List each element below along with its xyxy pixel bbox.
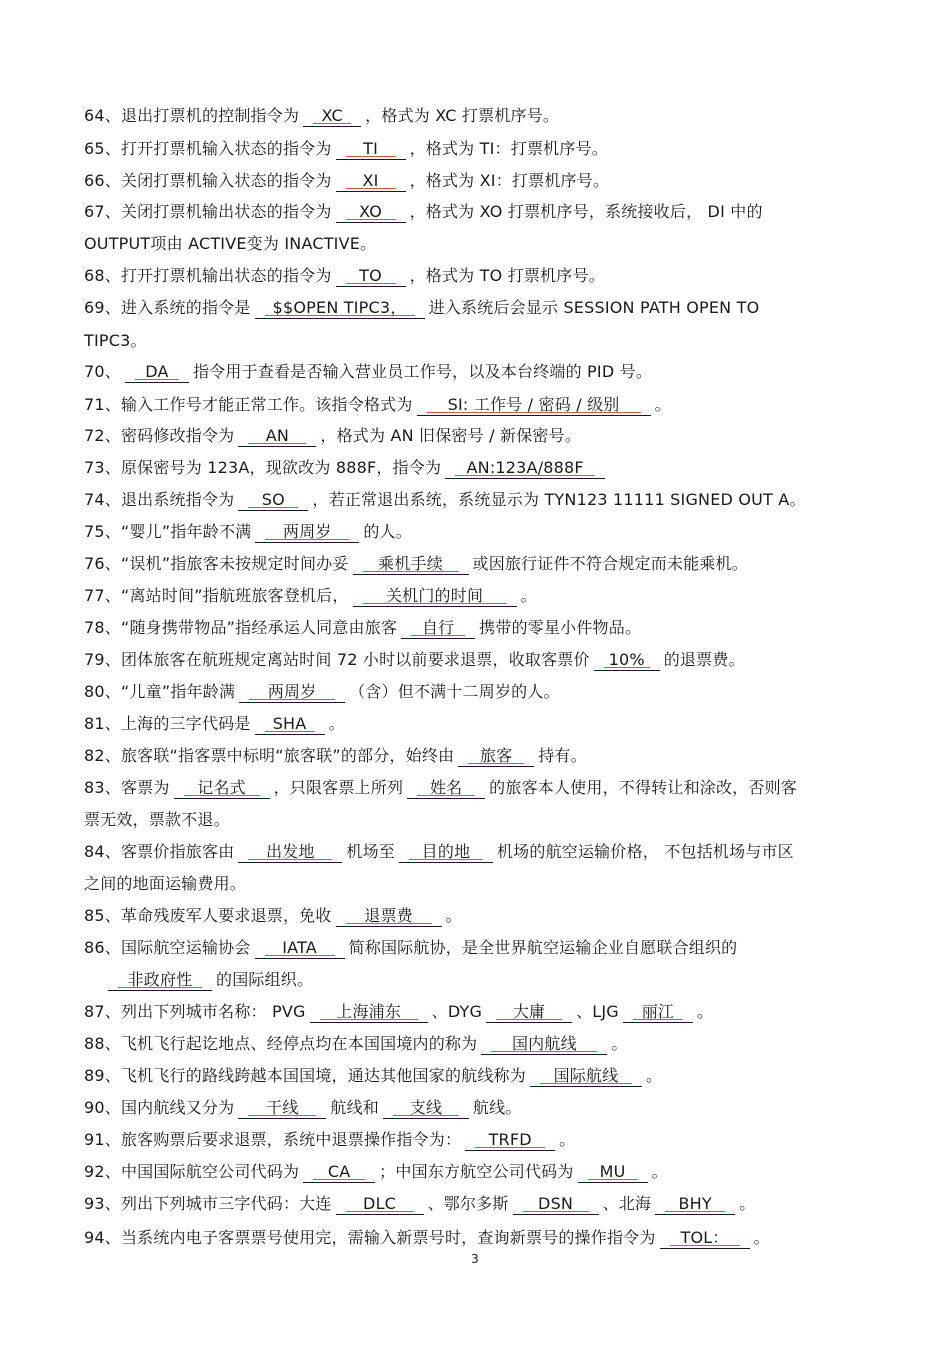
- question-text: ，只限客票上所列: [273, 778, 404, 797]
- question-line: [84, 202, 870, 223]
- answer-blank: 丽江: [623, 1002, 693, 1023]
- question-line: [84, 586, 870, 607]
- answer-blank: 干线: [238, 1098, 326, 1119]
- question-text: ，格式为 XO 打票机序号，系统接收后， DI 中的: [409, 202, 763, 221]
- question-text: 。: [611, 1034, 628, 1053]
- question-text: ；中国东方航空公司代码为: [379, 1162, 574, 1181]
- question-line: [84, 1194, 870, 1215]
- question-text: 、DYG: [431, 1002, 483, 1021]
- answer-blank: 10%: [594, 650, 660, 671]
- question-text: 86、国际航空运输协会: [84, 938, 251, 957]
- question-text: ，若正常退出系统，系统显示为 TYN123 11111 SIGNED OUT A。: [312, 490, 806, 509]
- answer-blank: DSN: [513, 1194, 599, 1215]
- question-line: [84, 171, 870, 192]
- answer-blank: SI: 工作号 / 密码 / 级别: [417, 395, 651, 416]
- question-line: [84, 1228, 870, 1249]
- question-text: 72、密码修改指令为: [84, 426, 235, 445]
- answer-blank: 自行: [401, 618, 475, 639]
- question-text: 88、飞机飞行起讫地点、经停点均在本国国境内的称为: [84, 1034, 478, 1053]
- question-text: 90、国内航线又分为: [84, 1098, 235, 1117]
- answer-blank: 旅客: [458, 746, 534, 767]
- answer-blank: 退票费: [336, 906, 442, 927]
- question-line: [84, 1098, 870, 1119]
- answer-blank: AN:123A/888F: [445, 458, 605, 479]
- question-line: [84, 874, 870, 894]
- question-line: [84, 714, 870, 735]
- question-line: [84, 362, 870, 383]
- question-text: 78、“随身携带物品”指经承运人同意由旅客: [84, 618, 398, 637]
- answer-blank: 上海浦东: [310, 1002, 428, 1023]
- question-line: [84, 682, 870, 703]
- question-text: 。: [520, 586, 537, 605]
- question-line: [84, 746, 870, 767]
- question-line: [84, 778, 870, 799]
- question-text: 68、打开打票机输出状态的指令为: [84, 266, 332, 285]
- question-text: 机场至: [346, 842, 395, 861]
- answer-blank: XC: [303, 106, 361, 127]
- question-text: 70、: [84, 362, 121, 381]
- answer-blank: CA: [303, 1162, 375, 1183]
- answer-blank: IATA: [255, 938, 345, 959]
- answer-blank: SHA: [255, 714, 325, 735]
- answer-blank: 非政府性: [108, 970, 212, 991]
- answer-blank: DLC: [336, 1194, 424, 1215]
- question-text: 83、客票为: [84, 778, 170, 797]
- question-line: [84, 938, 870, 959]
- question-line: [84, 1002, 870, 1023]
- question-line: [84, 298, 870, 319]
- answer-blank: 国内航线: [481, 1034, 607, 1055]
- question-text: 91、旅客购票后要求退票，系统中退票操作指令为：: [84, 1130, 462, 1149]
- question-text: 。: [645, 1066, 663, 1085]
- answer-blank: TO: [336, 266, 406, 287]
- question-text: 73、原保密号为 123A，现欲改为 888F，指令为: [84, 458, 442, 477]
- question-text: 票无效，票款不退。: [84, 810, 230, 829]
- question-text: 。: [328, 714, 345, 733]
- question-text: （含）但不满十二周岁的人。: [349, 682, 560, 701]
- question-text: OUTPUT项由 ACTIVE变为 INACTIVE。: [84, 234, 377, 253]
- page-number: 3: [471, 1252, 479, 1266]
- question-text: 85、革命残废军人要求退票，免收: [84, 906, 332, 925]
- question-text: 82、旅客联“指客票中标明“旅客联”的部分，始终由: [84, 746, 455, 765]
- question-text: 的人。: [363, 522, 412, 541]
- answer-blank: AN: [238, 426, 316, 447]
- question-text: 67、关闭打票机输出状态的指令为: [84, 202, 332, 221]
- answer-blank: TRFD: [465, 1130, 555, 1151]
- question-text: 之间的地面运输费用。: [84, 874, 247, 893]
- question-text: 的旅客本人使用，不得转让和涂改，否则客: [489, 778, 797, 797]
- answer-blank: BHY: [655, 1194, 735, 1215]
- question-line: [84, 554, 870, 575]
- question-line: [104, 970, 870, 991]
- question-text: 持有。: [538, 746, 587, 765]
- question-text: 航线。: [472, 1098, 522, 1117]
- answer-blank: 两周岁: [239, 682, 345, 703]
- answer-blank: DA: [125, 362, 189, 383]
- question-text: 。: [559, 1130, 576, 1149]
- question-text: ，格式为 TO 打票机序号。: [409, 266, 605, 285]
- question-line: [84, 234, 870, 254]
- question-text: 航线和: [330, 1098, 379, 1117]
- question-text: 75、“婴儿”指年龄不满: [84, 522, 252, 541]
- question-line: [84, 266, 870, 287]
- question-text: 、LJG: [576, 1002, 619, 1021]
- answer-blank: MU: [578, 1162, 648, 1183]
- answer-blank: 国际航线: [530, 1066, 642, 1087]
- question-text: ，格式为 AN 旧保密号 / 新保密号。: [320, 426, 582, 445]
- question-line: [84, 139, 870, 160]
- question-text: 或因旅行证件不符合规定而未能乘机。: [472, 554, 748, 573]
- question-text: 。: [445, 906, 462, 925]
- question-text: ，格式为 TI：打票机序号。: [409, 139, 608, 158]
- question-text: 进入系统后会显示 SESSION PATH OPEN TO: [428, 298, 760, 317]
- answer-blank: SO: [238, 490, 308, 511]
- question-text: 87、列出下列城市名称： PVG: [84, 1002, 306, 1021]
- question-line: [84, 618, 870, 639]
- question-line: [84, 106, 870, 127]
- question-text: 76、“误机”指旅客未按规定时间办妥: [84, 554, 349, 573]
- question-text: 71、输入工作号才能正常工作。该指令格式为: [84, 395, 413, 414]
- question-text: 69、进入系统的指令是: [84, 298, 251, 317]
- question-line: [84, 458, 870, 479]
- question-text: ，格式为 XC 打票机序号。: [365, 106, 560, 125]
- question-text: 。: [654, 395, 671, 414]
- question-text: 。: [753, 1228, 770, 1247]
- question-line: [84, 1034, 870, 1055]
- question-text: 携带的零星小件物品。: [479, 618, 642, 637]
- question-text: 89、飞机飞行的路线跨越本国国境，通达其他国家的航线称为: [84, 1066, 526, 1085]
- question-line: [84, 1066, 870, 1087]
- question-text: 74、退出系统指令为: [84, 490, 235, 509]
- question-text: 92、中国国际航空公司代码为: [84, 1162, 300, 1181]
- question-text: 65、打开打票机输入状态的指令为: [84, 139, 332, 158]
- question-text: 93、列出下列城市三字代码：大连: [84, 1194, 332, 1213]
- question-text: 94、当系统内电子客票票号使用完，需输入新票号时，查询新票号的操作指令为: [84, 1228, 656, 1247]
- question-text: 的退票费。: [663, 650, 745, 669]
- question-text: 机场的航空运输价格， 不包括机场与市区: [496, 842, 794, 861]
- answer-blank: 乘机手续: [353, 554, 469, 575]
- question-text: 77、“离站时间”指航班旅客登机后，: [84, 586, 349, 605]
- question-text: 。: [696, 1002, 714, 1021]
- question-text: 。: [651, 1162, 668, 1181]
- question-line: [84, 522, 870, 543]
- question-line: [84, 426, 870, 447]
- question-text: 79、团体旅客在航班规定离站时间 72 小时以前要求退票，收取客票价: [84, 650, 590, 669]
- answer-blank: TI: [336, 139, 406, 160]
- answer-blank: 大庸: [486, 1002, 572, 1023]
- answer-blank: 出发地: [238, 842, 342, 863]
- question-text: 简称国际航协，是全世界航空运输企业自愿联合组织的: [348, 938, 738, 957]
- question-text: 84、客票价指旅客由: [84, 842, 235, 861]
- question-text: 、鄂尔多斯: [427, 1194, 509, 1213]
- answer-blank: 两周岁: [255, 522, 359, 543]
- answer-blank: 关机门的时间: [353, 586, 517, 607]
- question-line: [84, 490, 870, 511]
- question-text: 指令用于查看是否输入营业员工作号，以及本台终端的 PID 号。: [192, 362, 653, 381]
- answer-blank: TOL：: [660, 1228, 750, 1249]
- question-text: 。: [739, 1194, 756, 1213]
- question-line: [84, 1130, 870, 1151]
- question-line: [84, 650, 870, 671]
- answer-blank: XI: [336, 171, 406, 192]
- question-text: 81、上海的三字代码是: [84, 714, 251, 733]
- question-line: [84, 331, 870, 351]
- answer-blank: 目的地: [399, 842, 493, 863]
- question-line: [84, 1162, 870, 1183]
- question-text: 的国际组织。: [216, 970, 314, 989]
- question-text: TIPC3。: [84, 331, 147, 350]
- question-text: 66、关闭打票机输入状态的指令为: [84, 171, 332, 190]
- answer-blank: 姓名: [407, 778, 485, 799]
- answer-blank: $$OPEN TIPC3，: [255, 298, 425, 319]
- question-text: 80、“儿童”指年龄满: [84, 682, 236, 701]
- question-line: [84, 395, 870, 416]
- question-line: [84, 906, 870, 927]
- question-line: [84, 810, 870, 830]
- question-line: [84, 842, 870, 863]
- question-text: 64、退出打票机的控制指令为: [84, 106, 300, 125]
- question-text: ，格式为 XI：打票机序号。: [409, 171, 610, 190]
- answer-blank: 支线: [383, 1098, 469, 1119]
- answer-blank: XO: [336, 202, 406, 223]
- question-text: 、北海: [602, 1194, 652, 1213]
- answer-blank: 记名式: [174, 778, 270, 799]
